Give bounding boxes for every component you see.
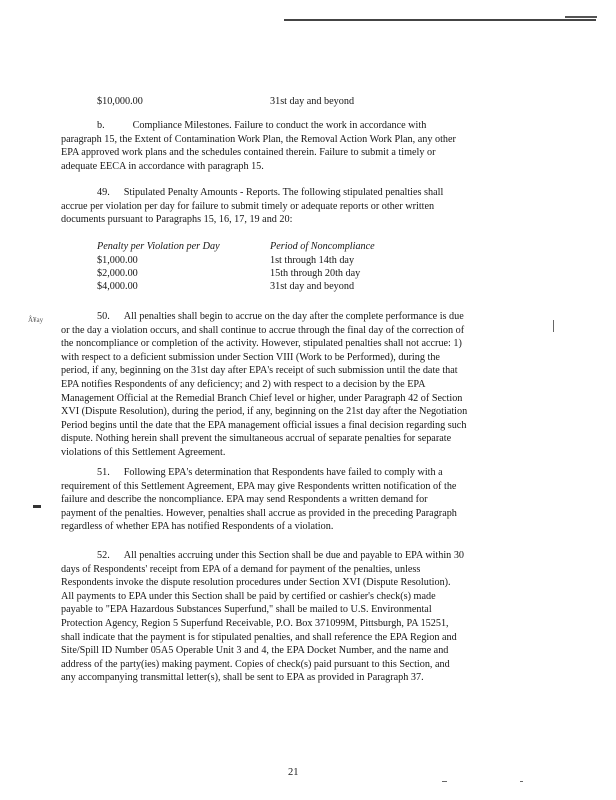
paragraph-b-label: b. (97, 120, 105, 131)
top-scan-rule (284, 19, 596, 21)
paragraph-52 (61, 549, 566, 685)
paragraph-number: 52. (97, 550, 110, 561)
paragraph-line: shall indicate that the payment is for stipulated penalties, and shall reference the EPA Region and (61, 631, 457, 643)
paragraph-line: violations of this Settlement Agreement. (61, 446, 226, 458)
paragraph-line: dispute. Nothing herein shall prevent the simultaneous accrual of separate penalties for separate (61, 433, 452, 445)
penalty-table-period: 1st through 14th day (270, 255, 355, 266)
paragraph-line: payable to "EPA Hazardous Substances Superfund," shall be mailed to U.S. Environmental (61, 604, 432, 616)
paragraph-line: the noncompliance or completion of the activity. However, stipulated penalties shall not accrue: 1) (61, 338, 462, 350)
paragraph-line: regardless of whether EPA has notified Respondents of a violation. (61, 521, 334, 533)
paragraph-line: All payments to EPA under this Section shall be paid by certified or cashier's check(s) made (61, 590, 436, 602)
paragraph-line: requirement of this Settlement Agreement, EPA may give Respondents written notification of the (61, 480, 457, 492)
paragraph-line: 52. All penalties accruing under this Section shall be due and payable to EPA within 30 (97, 550, 465, 561)
top-table-amount: $10,000.00 (97, 96, 143, 107)
margin-mark: Â¥ay (28, 316, 44, 324)
margin-blot (33, 505, 41, 508)
paragraph-number: 51. (97, 467, 110, 478)
penalty-table-amount: $4,000.00 (97, 281, 138, 292)
penalty-table-period: 15th through 20th day (270, 268, 361, 279)
paragraph-line: Respondents invoke the dispute resolution procedures under Section XVI (Dispute Resolution). (61, 577, 451, 589)
paragraph-number: 49. (97, 187, 110, 198)
top-scan-rule-right (565, 16, 597, 18)
paragraph-line: period, if any, beginning on the 31st day after EPA's receipt of such submission until the date that (61, 365, 458, 377)
paragraph-line: EPA approved work plans and the schedules contained therein. Failure to submit a timely or (61, 147, 436, 159)
paragraph-line: with respect to a deficient submission under Section VIII (Work to be Performed), during the (61, 351, 440, 363)
penalty-table-header-period: Period of Noncompliance (270, 241, 375, 252)
paragraph-line: Site/Spill ID Number 05A5 Operable Unit 3 and 4, the EPA Docket Number, and the name and (61, 645, 449, 657)
paragraph-line: or the day a violation occurs, and shall continue to accrue through the final day of the correction of (61, 324, 465, 336)
paragraph-51 (61, 466, 566, 534)
paragraph-line: 51. Following EPA's determination that Respondents have failed to comply with a (97, 467, 443, 478)
penalty-table-amount: $1,000.00 (97, 255, 138, 266)
paragraph-b (61, 119, 566, 173)
penalty-table-period: 31st day and beyond (270, 281, 355, 292)
paragraph-line: 49. Stipulated Penalty Amounts - Reports. The following stipulated penalties shall (97, 187, 444, 198)
penalty-table-header-amount: Penalty per Violation per Day (97, 241, 220, 252)
scan-speck (520, 781, 523, 782)
top-table-period: 31st day and beyond (270, 96, 355, 107)
paragraph-50 (61, 310, 566, 460)
paragraph-line: Period begins until the date that the EPA management official issues a final decision regarding such (61, 419, 467, 431)
paragraph-49 (61, 186, 566, 227)
paragraph-number: 50. (97, 311, 110, 322)
paragraph-line: Management Official at the Remedial Branch Chief level or higher, under Paragraph 42 of Section (61, 392, 463, 404)
paragraph-line: documents pursuant to Paragraphs 15, 16, 17, 19 and 20: (61, 214, 293, 226)
paragraph-line: failure and describe the noncompliance. EPA may send Respondents a written demand for (61, 494, 428, 506)
paragraph-line: any accompanying transmittal letter(s), shall be sent to EPA as provided in Paragraph 37. (61, 672, 424, 684)
paragraph-line: days of Respondents' receipt from EPA of a demand for payment of the penalties, unless (61, 563, 421, 575)
paragraph-line: payment of the penalties. However, penalties shall accrue as provided in the preceding Paragraph (61, 507, 457, 519)
paragraph-line: 50. All penalties shall begin to accrue on the day after the complete performance is due (97, 311, 464, 322)
scan-speck (442, 781, 447, 782)
paragraph-line: b. Compliance Milestones. Failure to conduct the work in accordance with (97, 120, 427, 131)
paragraph-line: accrue per violation per day for failure to submit timely or adequate reports or other written (61, 200, 435, 212)
paragraph-line: EPA notifies Respondents of any deficiency; and 2) with respect to a decision by the EPA (61, 378, 426, 390)
paragraph-line: XVI (Dispute Resolution), during the period, if any, beginning on the 21st day after the Negotiation (61, 406, 468, 418)
page-number: 21 (288, 767, 299, 778)
paragraph-line: Protection Agency, Region 5 Superfund Receivable, P.O. Box 371099M, Pittsburgh, PA 15251, (61, 617, 449, 629)
penalty-table-amount: $2,000.00 (97, 268, 138, 279)
paragraph-line: paragraph 15, the Extent of Contamination Work Plan, the Removal Action Work Plan, any other (61, 133, 456, 145)
paragraph-line: adequate EECA in accordance with paragraph 15. (61, 160, 264, 172)
paragraph-line: address of the party(ies) making payment. Copies of check(s) paid pursuant to this Section, and (61, 658, 450, 670)
